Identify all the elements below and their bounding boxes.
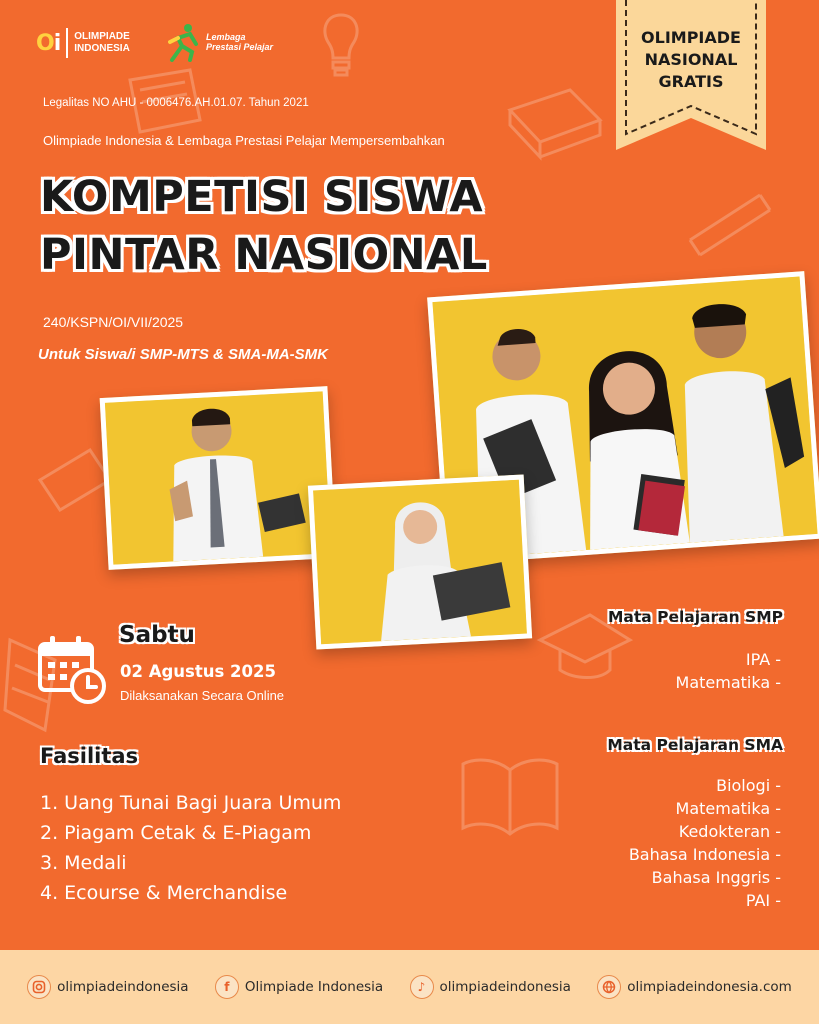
instagram-handle: olimpiadeindonesia xyxy=(57,979,189,995)
smp-subjects-list xyxy=(676,648,781,694)
ribbon-line1: OLIMPIADE xyxy=(641,28,741,47)
presents-text: Olimpiade Indonesia & Lembaga Prestasi Pelajar Mempersembahkan xyxy=(43,133,445,148)
list-item: 4. Ecourse & Merchandise xyxy=(40,882,288,904)
calendar-clock-icon xyxy=(36,634,108,706)
lpp-logo-line1: Lembaga xyxy=(206,32,246,42)
tiktok-link[interactable] xyxy=(410,975,571,999)
facilities-list xyxy=(40,788,341,908)
website-url: olimpiadeindonesia.com xyxy=(627,979,792,995)
list-item: 1. Uang Tunai Bagi Juara Umum xyxy=(40,792,342,814)
facebook-icon: f xyxy=(215,975,239,999)
photo-student-laptop xyxy=(308,474,532,649)
sma-subjects-list xyxy=(629,774,781,912)
oi-logo-line2: INDONESIA xyxy=(74,43,130,54)
page-title xyxy=(40,168,488,284)
instagram-icon xyxy=(27,975,51,999)
title-line1: KOMPETISI SISWA xyxy=(40,172,484,222)
olimpiade-indonesia-logo xyxy=(36,28,130,58)
event-date: 02 Agustus 2025 xyxy=(120,662,276,681)
oi-logo-mark: Oi xyxy=(36,30,61,56)
event-day: Sabtu xyxy=(119,622,195,648)
sma-subjects-title: Mata Pelajaran SMA xyxy=(607,736,783,754)
ribbon-line2: NASIONAL xyxy=(644,50,738,69)
list-item: 3. Medali xyxy=(40,852,127,874)
list-item: Bahasa Inggris - xyxy=(651,868,781,887)
registration-code: 240/KSPN/OI/VII/2025 xyxy=(43,314,184,330)
ribbon-line3: GRATIS xyxy=(658,72,724,91)
list-item: Biologi - xyxy=(716,776,781,795)
lembaga-prestasi-pelajar-logo xyxy=(168,22,273,62)
list-item: 2. Piagam Cetak & E-Piagam xyxy=(40,822,312,844)
lightbulb-doodle-icon xyxy=(316,10,366,80)
footer-social-bar xyxy=(0,950,819,1024)
list-item: Kedokteran - xyxy=(678,822,781,841)
logo-divider xyxy=(66,28,68,58)
facilities-title: Fasilitas xyxy=(40,744,139,768)
runner-figure-icon xyxy=(168,22,202,62)
tiktok-handle: olimpiadeindonesia xyxy=(439,979,571,995)
tiktok-icon: ♪ xyxy=(410,975,434,999)
oi-logo-line1: OLIMPIADE xyxy=(74,31,130,42)
list-item: Bahasa Indonesia - xyxy=(628,845,781,864)
lpp-logo-line2: Prestasi Pelajar xyxy=(206,42,274,52)
photo-student-thumbs-up xyxy=(100,386,337,570)
ribbon-text xyxy=(616,27,766,93)
title-line2: PINTAR NASIONAL xyxy=(40,230,488,280)
list-item: IPA - xyxy=(745,650,781,669)
facebook-handle: Olimpiade Indonesia xyxy=(244,979,384,995)
globe-icon xyxy=(597,975,621,999)
event-mode: Dilaksanakan Secara Online xyxy=(120,688,285,703)
oi-logo-text xyxy=(74,31,130,55)
diploma-doodle-icon xyxy=(680,180,790,270)
instagram-link[interactable] xyxy=(27,975,188,999)
list-item: Matematika - xyxy=(675,799,781,818)
legal-text: Legalitas NO AHU - 0006476.AH.01.07. Tahun 2021 xyxy=(43,97,309,109)
website-link[interactable] xyxy=(597,975,792,999)
facebook-link[interactable] xyxy=(215,975,383,999)
smp-subjects-title: Mata Pelajaran SMP xyxy=(607,608,783,626)
audience-text: Untuk Siswa/i SMP-MTS & SMA-MA-SMK xyxy=(38,346,329,363)
lpp-logo-text xyxy=(206,32,273,52)
list-item: Matematika - xyxy=(675,673,781,692)
open-book-doodle-icon xyxy=(455,750,565,840)
list-item: PAI - xyxy=(745,891,781,910)
book-doodle-icon xyxy=(500,80,610,170)
